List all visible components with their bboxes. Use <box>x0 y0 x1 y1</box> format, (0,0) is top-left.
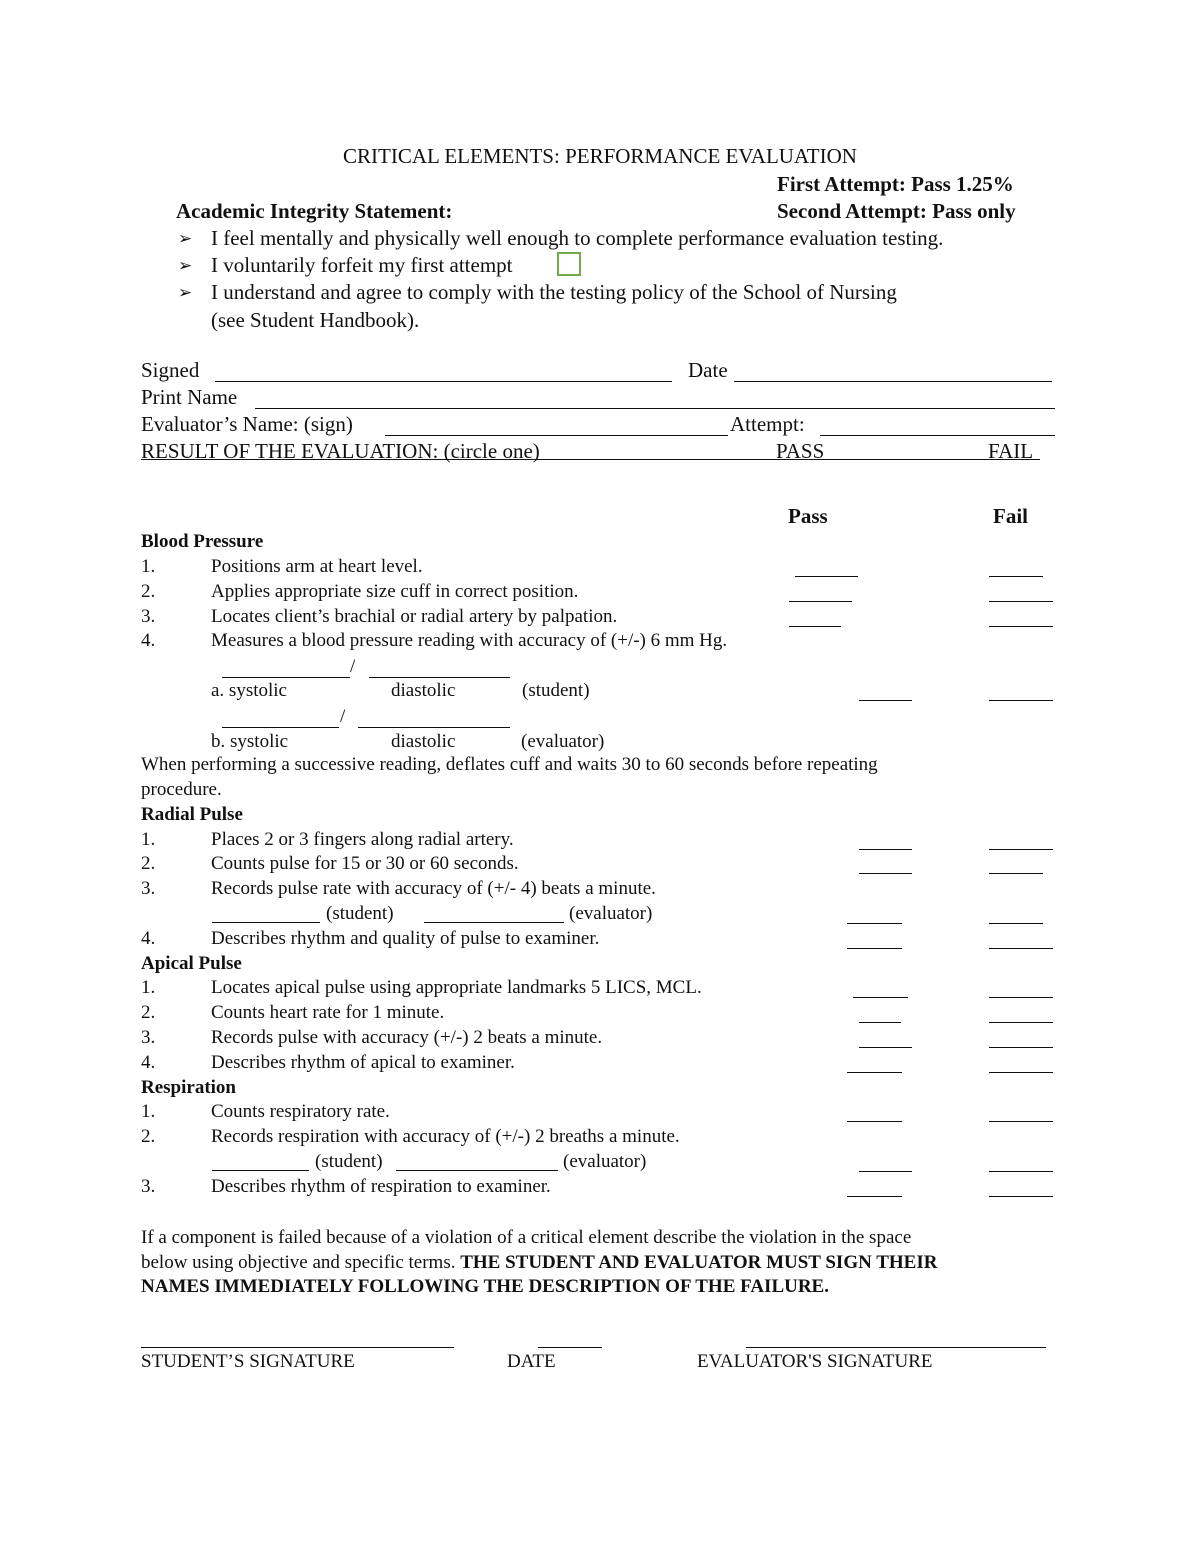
item-number: 2. <box>141 581 156 602</box>
item-text: Measures a blood pressure reading with accuracy of (+/-) 6 mm Hg. <box>211 630 728 651</box>
pass-blank[interactable] <box>847 1072 902 1073</box>
print-name-line[interactable] <box>255 408 1055 409</box>
evaluator-respiration-blank[interactable] <box>396 1170 558 1171</box>
evaluator-label: (evaluator) <box>563 1151 647 1172</box>
result-pass-option[interactable]: PASS <box>776 439 825 463</box>
pass-blank[interactable] <box>847 1196 902 1197</box>
violation-instructions-line2 <box>141 1251 937 1275</box>
fail-blank[interactable] <box>989 576 1043 577</box>
slash-separator: / <box>350 656 356 677</box>
pass-blank[interactable] <box>847 1121 902 1122</box>
evaluator-systolic-blank[interactable] <box>222 727 339 728</box>
pass-blank[interactable] <box>853 997 908 998</box>
item-text: Describes rhythm of respiration to examiner. <box>211 1176 551 1197</box>
forfeit-attempt-checkbox[interactable] <box>557 252 581 276</box>
item-text: Describes rhythm and quality of pulse to examiner. <box>211 928 600 949</box>
fail-blank[interactable] <box>989 948 1053 949</box>
item-number: 4. <box>141 630 156 651</box>
item-number: 1. <box>141 829 156 850</box>
item-number: 2. <box>141 853 156 874</box>
item-text: Counts pulse for 15 or 30 or 60 seconds. <box>211 853 519 874</box>
item-text: Describes rhythm of apical to examiner. <box>211 1052 515 1073</box>
item-number: 2. <box>141 1002 156 1023</box>
item-text: Places 2 or 3 fingers along radial artery. <box>211 829 514 850</box>
fail-blank[interactable] <box>989 601 1053 602</box>
page-title: CRITICAL ELEMENTS: PERFORMANCE EVALUATION <box>343 144 857 168</box>
diastolic-label: diastolic <box>391 731 456 752</box>
student-diastolic-blank[interactable] <box>369 677 510 678</box>
item-text: Records respiration with accuracy of (+/-) 2 breaths a minute. <box>211 1126 680 1147</box>
result-fail-option[interactable]: FAIL <box>988 439 1034 463</box>
pass-blank[interactable] <box>789 626 841 627</box>
blood-pressure-heading: Blood Pressure <box>141 531 264 552</box>
bullet-statement-continuation: (see Student Handbook). <box>211 308 420 332</box>
result-underline <box>141 459 1040 460</box>
item-text: Counts heart rate for 1 minute. <box>211 1002 445 1023</box>
student-respiration-blank[interactable] <box>212 1170 309 1171</box>
violation-instructions-text: below using objective and specific terms. <box>141 1252 461 1273</box>
sign-requirement-text-cont: NAMES IMMEDIATELY FOLLOWING THE DESCRIPTION OF THE FAILURE. <box>141 1276 829 1297</box>
fail-column-header: Fail <box>993 504 1028 528</box>
fail-blank[interactable] <box>989 1047 1053 1048</box>
fail-blank[interactable] <box>989 1022 1053 1023</box>
apical-pulse-heading: Apical Pulse <box>141 953 242 974</box>
evaluator-sign-line[interactable] <box>385 435 728 436</box>
item-number: 1. <box>141 1101 156 1122</box>
pass-blank[interactable] <box>847 923 902 924</box>
evaluator-signature-line[interactable] <box>746 1347 1046 1348</box>
pass-blank[interactable] <box>859 700 912 701</box>
pass-blank[interactable] <box>789 601 852 602</box>
item-text: Records pulse with accuracy (+/-) 2 beats a minute. <box>211 1027 603 1048</box>
evaluator-signature-label: EVALUATOR'S SIGNATURE <box>697 1351 933 1372</box>
fail-blank[interactable] <box>989 997 1053 998</box>
bullet-arrow-icon: ➢ <box>178 283 193 303</box>
student-signature-line[interactable] <box>141 1347 454 1348</box>
attempt-line[interactable] <box>820 435 1055 436</box>
item-number: 4. <box>141 1052 156 1073</box>
diastolic-label: diastolic <box>391 680 456 701</box>
fail-blank[interactable] <box>989 873 1043 874</box>
academic-integrity-heading: Academic Integrity Statement: <box>176 199 453 223</box>
item-text: Locates apical pulse using appropriate landmarks 5 LICS, MCL. <box>211 977 702 998</box>
item-number: 2. <box>141 1126 156 1147</box>
bullet-statement: I voluntarily forfeit my first attempt <box>211 253 513 277</box>
date-label: Date <box>688 358 728 382</box>
fail-blank[interactable] <box>989 1121 1053 1122</box>
student-label: (student) <box>522 680 590 701</box>
student-label: (student) <box>315 1151 383 1172</box>
pass-blank[interactable] <box>859 1022 901 1023</box>
pass-blank[interactable] <box>859 873 912 874</box>
student-signature-label: STUDENT’S SIGNATURE <box>141 1351 355 1372</box>
item-number: 3. <box>141 878 156 899</box>
sign-requirement-text: THE STUDENT AND EVALUATOR MUST SIGN THEIR <box>460 1252 938 1273</box>
successive-reading-note-cont: procedure. <box>141 779 222 800</box>
respiration-heading: Respiration <box>141 1077 236 1098</box>
print-name-label: Print Name <box>141 385 238 409</box>
attempt-label: Attempt: <box>730 412 805 436</box>
item-number: 3. <box>141 1027 156 1048</box>
successive-reading-note: When performing a successive reading, deflates cuff and waits 30 to 60 seconds before repeating <box>141 754 878 775</box>
radial-pulse-heading: Radial Pulse <box>141 804 243 825</box>
bullet-arrow-icon: ➢ <box>178 256 193 276</box>
second-attempt-label: Second Attempt: Pass only <box>777 199 1016 223</box>
item-number: 1. <box>141 556 156 577</box>
item-number: 3. <box>141 606 156 627</box>
fail-blank[interactable] <box>989 700 1053 701</box>
fail-blank[interactable] <box>989 626 1053 627</box>
item-text: Locates client’s brachial or radial artery by palpation. <box>211 606 618 627</box>
signed-label: Signed <box>141 358 200 382</box>
bullet-arrow-icon: ➢ <box>178 229 193 249</box>
student-label: (student) <box>326 903 394 924</box>
result-label: RESULT OF THE EVALUATION: (circle one) <box>141 439 540 463</box>
item-number: 4. <box>141 928 156 949</box>
pass-blank[interactable] <box>859 849 912 850</box>
signature-date-line[interactable] <box>538 1347 602 1348</box>
student-pulse-blank[interactable] <box>212 922 320 923</box>
fail-blank[interactable] <box>989 1171 1053 1172</box>
item-text: Counts respiratory rate. <box>211 1101 390 1122</box>
item-text: Positions arm at heart level. <box>211 556 423 577</box>
item-number: 3. <box>141 1176 156 1197</box>
date-line[interactable] <box>734 381 1052 382</box>
systolic-label: a. systolic <box>211 680 287 701</box>
violation-instructions: If a component is failed because of a violation of a critical element describe the violation in the space <box>141 1227 912 1248</box>
fail-blank[interactable] <box>989 849 1053 850</box>
bullet-statement: I feel mentally and physically well enough to complete performance evaluation testing. <box>211 226 944 250</box>
bullet-statement: I understand and agree to comply with the testing policy of the School of Nursing <box>211 280 897 304</box>
pass-blank[interactable] <box>847 948 902 949</box>
evaluator-label: (evaluator) <box>521 731 605 752</box>
fail-blank[interactable] <box>989 1072 1053 1073</box>
evaluator-label: (evaluator) <box>569 903 653 924</box>
fail-blank[interactable] <box>989 923 1043 924</box>
item-text: Applies appropriate size cuff in correct position. <box>211 581 579 602</box>
systolic-label: b. systolic <box>211 731 289 752</box>
signed-line[interactable] <box>215 381 672 382</box>
signature-date-label: DATE <box>507 1351 556 1372</box>
slash-separator: / <box>340 706 346 727</box>
evaluator-name-label: Evaluator’s Name: (sign) <box>141 412 353 436</box>
pass-blank[interactable] <box>795 576 858 577</box>
evaluator-diastolic-blank[interactable] <box>358 727 510 728</box>
pass-blank[interactable] <box>859 1171 912 1172</box>
first-attempt-label: First Attempt: Pass 1.25% <box>777 172 1014 196</box>
pass-column-header: Pass <box>788 504 828 528</box>
evaluator-pulse-blank[interactable] <box>424 922 564 923</box>
fail-blank[interactable] <box>989 1196 1053 1197</box>
item-number: 1. <box>141 977 156 998</box>
pass-blank[interactable] <box>859 1047 912 1048</box>
item-text: Records pulse rate with accuracy of (+/- 4) beats a minute. <box>211 878 656 899</box>
student-systolic-blank[interactable] <box>222 677 350 678</box>
